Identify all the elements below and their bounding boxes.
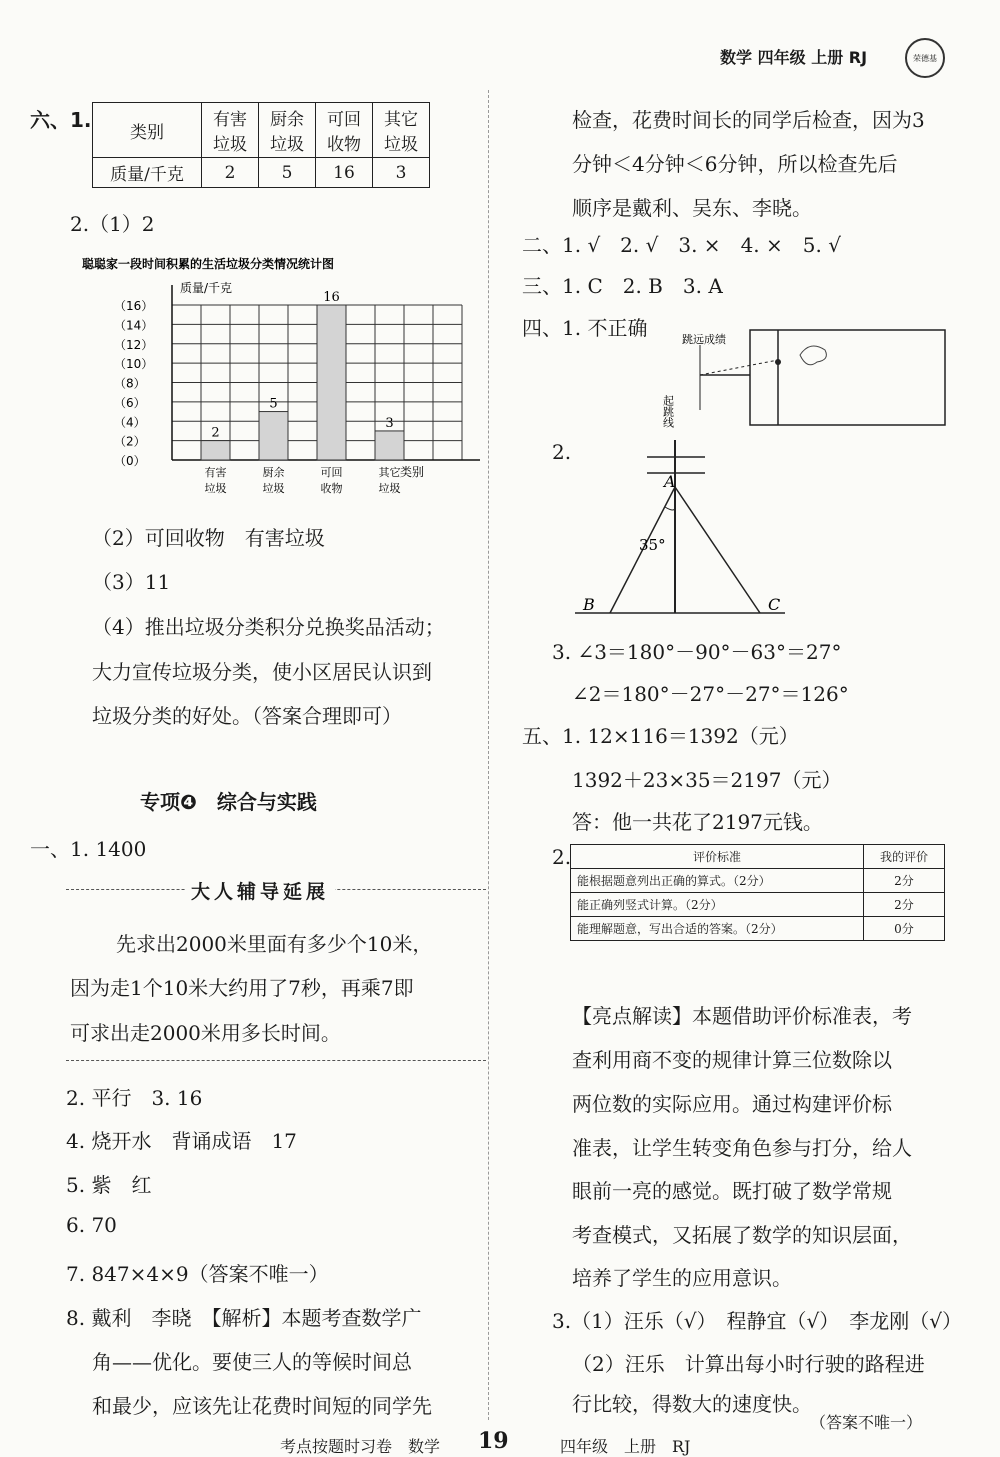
ext-line2: 因为走1个10米大约用了7秒，再乘7即: [70, 976, 414, 1000]
jump-line-label: 起跳线: [661, 395, 675, 428]
s8-line2: 角——优化。要使三人的等候时间总: [92, 1350, 412, 1374]
angle-35-label: 35°: [639, 536, 666, 554]
answer-2-2: （2）可回收物 有害垃圾: [92, 526, 325, 550]
r-part2: 二、1. √ 2. √ 3. × 4. × 5. √: [522, 233, 841, 257]
answer-2-4-line3: 垃圾分类的好处。（答案合理即可）: [92, 704, 402, 728]
highlight-line7: 培养了学生的应用意识。: [572, 1266, 792, 1290]
r-part4-3b: ∠2＝180°－27°－27°＝126°: [572, 682, 849, 706]
r-line3: 顺序是戴利、吴东、李晓。: [572, 196, 812, 220]
s4-answer: 4. 烧开水 背诵成语 17: [66, 1129, 297, 1153]
header-volume: 上册: [811, 48, 844, 67]
s8-line1: 8. 戴利 李晓 【解析】本题考查数学广: [66, 1306, 422, 1330]
r-part3: 三、1. C 2. B 3. A: [522, 274, 723, 298]
table1-cell: 16: [316, 158, 373, 188]
s5-answer: 5. 紫 红: [66, 1173, 152, 1197]
s7-answer: 7. 847×4×9（答案不唯一）: [66, 1262, 329, 1286]
x-tick-label: 其它: [378, 466, 401, 479]
ext-title: 大人辅导延展: [185, 877, 335, 904]
r-part5-1b: 1392＋23×35＝2197（元）: [572, 768, 842, 792]
ext-line3: 可求出走2000米用多长时间。: [70, 1021, 341, 1045]
page-number: 19: [478, 1428, 509, 1454]
r-part5-3-2a: （2）汪乐 计算出每小时行驶的路程进: [572, 1352, 925, 1376]
r-part4-3a: 3. ∠3＝180°－90°－63°＝27°: [552, 640, 842, 664]
r-note: （答案不唯一）: [810, 1413, 923, 1432]
answer-2-4-line2: 大力宣传垃圾分类，使小区居民认识到: [92, 660, 432, 684]
highlight-line1: 【亮点解读】本题借助评价标准表，考: [572, 1004, 912, 1028]
bar: [375, 431, 404, 460]
data-label: 5: [269, 396, 278, 412]
data-label: 2: [211, 425, 220, 441]
table2-score: 2分: [864, 869, 945, 893]
header-edition: RJ: [848, 48, 868, 67]
data-label: 16: [323, 290, 340, 305]
bar-chart: [80, 250, 480, 505]
table1-row-label: 质量/千克: [93, 158, 202, 188]
r-line2: 分钟＜4分钟＜6分钟，所以检查先后: [572, 152, 898, 176]
ext-line1: 先求出2000米里面有多少个10米，: [116, 932, 433, 956]
x-tick-label: 垃圾: [378, 482, 401, 495]
y-tick-label: （2）: [114, 434, 146, 449]
y-tick-label: （16）: [114, 299, 154, 313]
answer-2-1: 2.（1）2: [70, 212, 155, 236]
ext-bottom-rule: [66, 1060, 486, 1061]
table1-header: 类别: [93, 103, 202, 158]
point-c-label: C: [768, 595, 781, 614]
answer-2-3: （3）11: [92, 570, 171, 594]
r-part5-2: 2.: [552, 845, 572, 869]
bar: [201, 441, 230, 460]
table2-cell: 能正确列竖式计算。（2分）: [571, 893, 864, 917]
y-tick-label: （12）: [114, 337, 154, 352]
y-tick-label: （0）: [114, 454, 146, 468]
s6-answer: 6. 70: [66, 1213, 117, 1237]
evaluation-table: [570, 844, 945, 941]
x-tick-label: 垃圾: [204, 482, 227, 495]
table2-header: 评价标准: [571, 845, 864, 869]
jump-label: 跳远成绩: [682, 333, 726, 346]
x-tick-label: 有害: [204, 466, 227, 479]
highlight-line4: 准表，让学生转变角色参与打分，给人: [572, 1136, 912, 1160]
table2-header: 我的评价: [864, 845, 945, 869]
chart-ylabel: 质量/千克: [180, 281, 233, 295]
page-header: [720, 45, 867, 68]
highlight-line5: 眼前一亮的感觉。既打破了数学常规: [572, 1179, 892, 1203]
r-line1: 检查，花费时间长的同学后检查，因为3: [572, 108, 925, 132]
table1-cell: 3: [373, 158, 430, 188]
table1-header: 厨余垃圾: [259, 103, 316, 158]
table1-cell: 5: [259, 158, 316, 188]
badge-text: 荣德基: [913, 53, 937, 63]
header-subject: 数学: [720, 48, 753, 67]
y-tick-label: （14）: [114, 318, 154, 333]
publisher-badge-logo: [905, 38, 945, 78]
table2-cell: 能理解题意，写出合适的答案。（2分）: [571, 917, 864, 941]
y-tick-label: （6）: [114, 395, 146, 410]
highlight-line2: 查利用商不变的规律计算三位数除以: [572, 1048, 892, 1072]
y-tick-label: （4）: [114, 415, 146, 430]
point-a-label: A: [664, 472, 676, 491]
point-b-label: B: [583, 595, 595, 614]
r-part5-3-2b: 行比较，得数大的速度快。: [572, 1392, 812, 1416]
q6-label: 六、1.: [30, 108, 92, 132]
highlight-line6: 考查模式，又拓展了数学的知识层面，: [572, 1223, 912, 1247]
x-tick-label: 厨余: [262, 466, 285, 479]
x-tick-label: 垃圾: [262, 482, 285, 495]
table2-cell: 能根据题意列出正确的算式。（2分）: [571, 869, 864, 893]
highlight-line3: 两位数的实际应用。通过构建评价标: [572, 1092, 892, 1116]
y-tick-label: （8）: [114, 376, 146, 391]
chart-title: 聪聪家一段时间积累的生活垃圾分类情况统计图: [82, 257, 335, 271]
r-part4-1: 四、1. 不正确: [522, 316, 648, 340]
table2-score: 0分: [864, 917, 945, 941]
footer-grade: 四年级 上册 RJ: [560, 1437, 691, 1456]
x-tick-label: 可回: [320, 466, 343, 479]
answer-2-4-line1: （4）推出垃圾分类积分兑换奖品活动；: [92, 615, 445, 639]
column-divider: [488, 90, 489, 1420]
r-part4-2: 2.: [552, 440, 572, 464]
y-tick-label: （10）: [114, 357, 154, 372]
long-jump-diagram: [660, 315, 950, 435]
table1-cell: 2: [202, 158, 259, 188]
s2-answer: 2. 平行 3. 16: [66, 1086, 203, 1110]
r-part5-1a: 五、1. 12×116＝1392（元）: [522, 724, 799, 748]
bar: [259, 412, 288, 460]
table1-header: 其它垃圾: [373, 103, 430, 158]
r-part5-1c: 答：他一共花了2197元钱。: [572, 810, 823, 834]
r-part5-3-1: 3.（1）汪乐（√） 程静宜（√） 李龙刚（√）: [552, 1309, 963, 1333]
x-tick-label: 收物: [320, 482, 343, 495]
data-label: 3: [385, 415, 394, 431]
garbage-table: [92, 102, 430, 188]
header-grade: 四年级: [757, 48, 806, 67]
pole-triangle-diagram: [565, 435, 805, 620]
bar: [317, 305, 346, 460]
s8-line3: 和最少，应该先让花费时间短的同学先: [92, 1394, 432, 1418]
table1-header: 有害垃圾: [202, 103, 259, 158]
s1-answer: 一、1. 1400: [30, 837, 147, 861]
table2-score: 2分: [864, 893, 945, 917]
chart-xlabel: 类别: [400, 465, 425, 479]
footer-book: 考点按题时习卷 数学: [280, 1437, 441, 1456]
section-title: 专项❹ 综合与实践: [140, 790, 317, 814]
table1-header: 可回收物: [316, 103, 373, 158]
